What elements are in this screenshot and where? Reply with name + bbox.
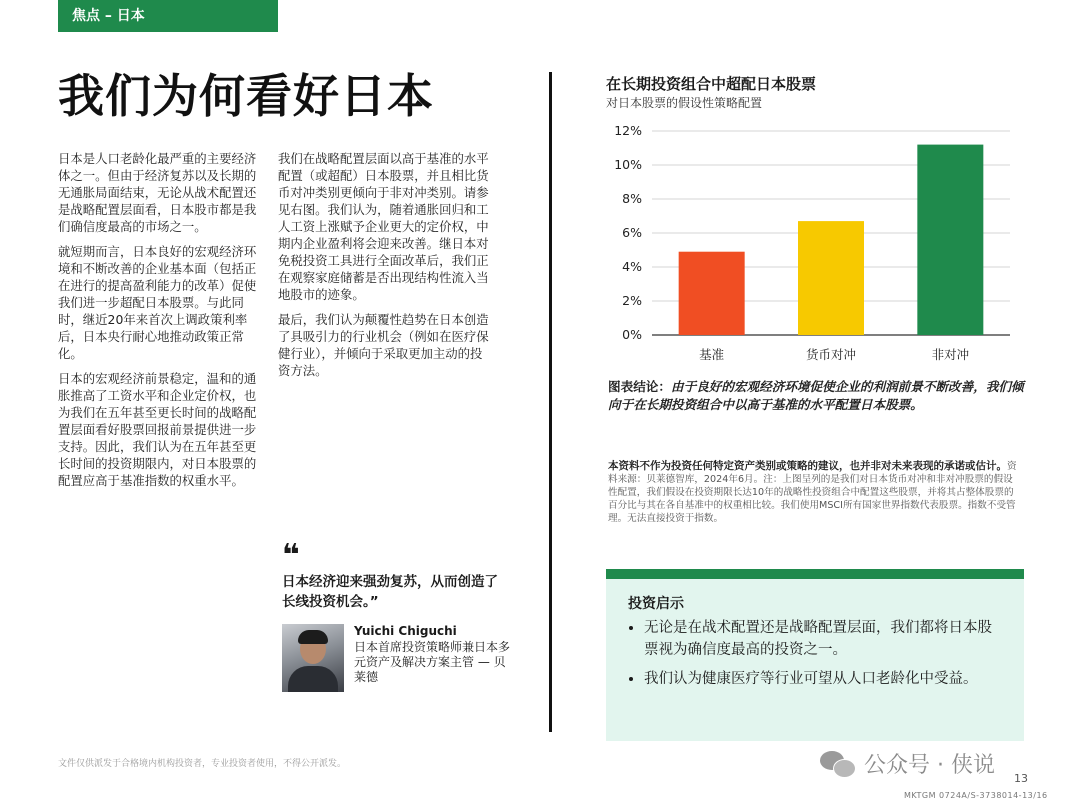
- insight-list: [628, 617, 1006, 690]
- left-paragraph-2: 就短期而言，日本良好的宏观经济环境和不断改善的企业基本面（包括正在进行的提高盈利能力的改革）促使我们进一步超配日本股票。与此同时，继近20年来首次上调政策利率后，日本央行耐心地推动政策正常化。: [58, 244, 257, 361]
- author-photo: [282, 624, 344, 692]
- quote-text: 日本经济迎来强劲复苏，从而创造了长线投资机会。”: [282, 574, 498, 610]
- left-paragraph-1: 日本是人口老龄化最严重的主要经济体之一。但由于经济复苏以及长期的无通胀局面结束，无论从战术配置还是战略配置层面看，日本股市都是我们确信度最高的市场之一。: [58, 151, 257, 234]
- y-tick-label: 10%: [614, 157, 642, 172]
- y-tick-label: 12%: [614, 123, 642, 138]
- chart-subtitle: 对日本股票的假设性策略配置: [606, 96, 763, 110]
- bar-1: [679, 252, 745, 335]
- insight-bullet-2: • 我们认为健康医疗等行业可望从人口老龄化中受益。: [644, 668, 1006, 690]
- middle-paragraph-1: 我们在战略配置层面以高于基准的水平配置（或超配）日本股票，并且相比货币对冲类别更倾向于非对冲类别。请参见右图。我们认为，随着通胀回归和工人工资上涨赋予企业更大的定价权，中期内企业盈利将会迎来改善。继日本对免税投资工具进行全面改革后，我们正在观察家庭储蓄是否出现结构性流入当地股市的迹象。: [278, 151, 489, 302]
- column-divider: [549, 72, 552, 732]
- disclaimer: [608, 460, 1018, 525]
- bar-3: [917, 145, 983, 335]
- y-tick-label: 0%: [622, 327, 642, 342]
- bar-2: [798, 221, 864, 335]
- y-tick-label: 4%: [622, 259, 642, 274]
- y-tick-label: 2%: [622, 293, 642, 308]
- wechat-icon: [820, 751, 856, 777]
- y-tick-label: 8%: [622, 191, 642, 206]
- author-name: Yuichi Chiguchi: [354, 624, 457, 638]
- allocation-bar-chart: [590, 116, 1030, 376]
- chart-conclusion-text: 由于良好的宏观经济环境促使企业的利润前景不断改善，我们倾向于在长期投资组合中以高于基准的水平配置日本股票。: [608, 379, 1024, 412]
- disclaimer-text: 资料来源：贝莱德智库，2024年6月。注：上图呈列的是我们对日本货币对冲和非对冲股票的假设性配置，我们假设在投资期限长达10年的战略性投资组合中配置这些股票，并将其占整体股票的百分比与其在各自基准中的权重相比较。我们使用MSCI所有国家世界指数代表股票。指数不受管理。无法直接投资于指数。: [608, 461, 1017, 524]
- pull-quote: [282, 538, 502, 612]
- section-tag: 焦点 – 日本: [58, 0, 278, 32]
- insight-title: 投资启示: [628, 596, 684, 612]
- x-tick-label: 货币对冲: [805, 347, 857, 362]
- disclaimer-bold: 本资料不作为投资任何特定资产类别或策略的建议，也并非对未来表现的承诺或估计。: [608, 460, 1007, 472]
- left-column: [58, 150, 262, 497]
- watermark-text: 公众号 · 侠说: [864, 753, 995, 778]
- page-number: 13: [1014, 772, 1028, 785]
- left-paragraph-3: 日本的宏观经济前景稳定，温和的通胀推高了工资水平和企业定价权，也为我们在五年甚至更长时间的战略配置层面看好股票回报前景提供进一步支持。因此，我们认为在五年甚至更长时间的投资期限内，对日本股票的配置应高于基准指数的权重水平。: [58, 371, 257, 488]
- middle-paragraph-2: 最后，我们认为颠覆性趋势在日本创造了具吸引力的行业机会（例如在医疗保健行业），并倾向于采取更加主动的投资方法。: [278, 312, 489, 378]
- chart-conclusion-label: 图表结论：: [608, 379, 671, 394]
- chart-conclusion: [608, 378, 1028, 414]
- quote-icon: ❝: [282, 538, 300, 573]
- x-tick-label: 基准: [699, 347, 725, 362]
- y-tick-label: 6%: [622, 225, 642, 240]
- insight-accent-bar: [606, 569, 1024, 579]
- document-code: MKTGM 0724A/S-3738014-13/16: [904, 791, 1048, 800]
- author-role: 日本首席投资策略师兼日本多元资产及解决方案主管 — 贝莱德: [354, 640, 511, 684]
- x-tick-label: 非对冲: [931, 347, 970, 362]
- page-title: 我们为何看好日本: [58, 69, 434, 123]
- footer-note: 文件仅供派发于合格境内机构投资者，专业投资者使用，不得公开派发。: [58, 759, 347, 769]
- watermark: [820, 748, 995, 779]
- middle-column: [278, 150, 492, 387]
- investment-insight-box: [606, 579, 1024, 741]
- chart-title: 在长期投资组合中超配日本股票: [606, 75, 817, 93]
- insight-bullet-1: • 无论是在战术配置还是战略配置层面，我们都将日本股票视为确信度最高的投资之一。: [644, 617, 1006, 661]
